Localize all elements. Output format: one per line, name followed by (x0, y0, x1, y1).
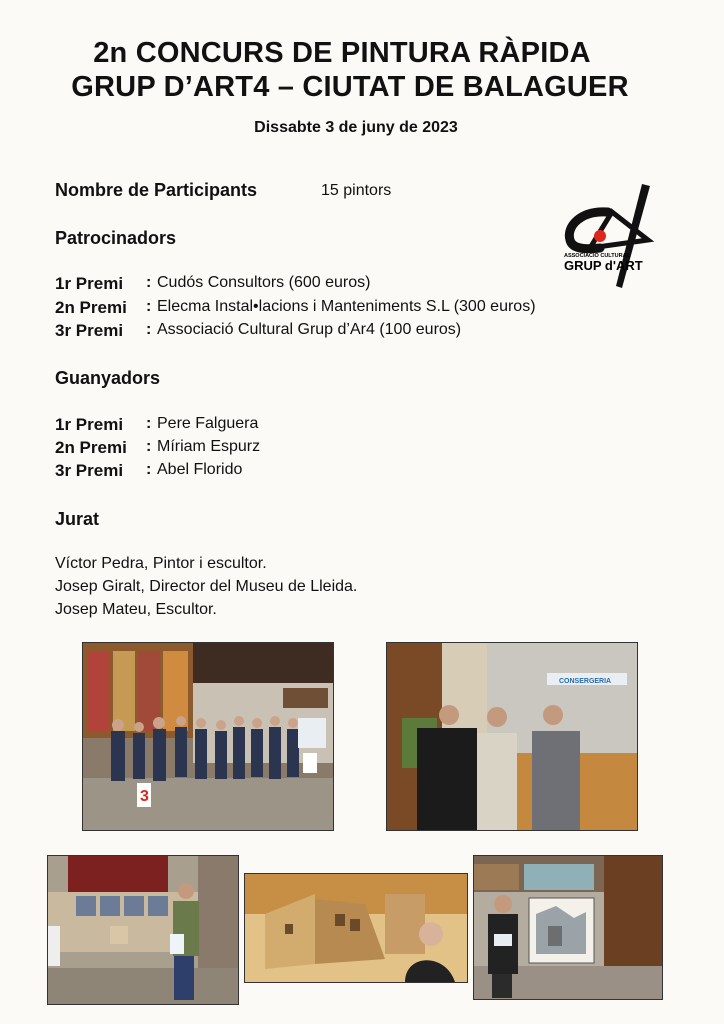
logo-red-dot (594, 230, 606, 242)
jury-member: Josep Giralt, Director del Museu de Lleida. (55, 578, 358, 595)
prize-number-sign: 3 (140, 788, 149, 805)
sponsor-row (55, 298, 536, 318)
winners-heading: Guanyadors (55, 368, 161, 388)
colon: : (146, 415, 152, 432)
participants-label: Nombre de Participants (55, 180, 258, 200)
jury-member: Josep Mateu, Escultor. (55, 601, 217, 618)
sponsor-row (55, 321, 461, 341)
colon: : (146, 438, 152, 455)
colon: : (146, 274, 152, 291)
winner-row (55, 415, 258, 435)
sponsor-name: Cudós Consultors (600 euros) (157, 274, 371, 291)
logo-line-2: GRUP d'ART (564, 258, 643, 273)
prize-label: 2n Premi (55, 438, 127, 457)
prize-label: 3r Premi (55, 461, 124, 480)
event-date: Dissabte 3 de juny de 2023 (254, 119, 458, 136)
consergeria-sign: CONSERGERIA (559, 678, 612, 685)
jury-member: Víctor Pedra, Pintor i escultor. (55, 555, 267, 572)
theatre-photo (47, 855, 239, 1005)
title-line-1: 2n CONCURS DE PINTURA RÀPIDA (93, 37, 591, 69)
jury-heading: Jurat (55, 509, 100, 529)
colon: : (146, 461, 152, 478)
prize-label: 1r Premi (55, 415, 124, 434)
group-photo (82, 642, 334, 831)
winner-name: Abel Florido (157, 461, 243, 478)
logo-line-1: ASSOCIACIÓ CULTURAL (564, 253, 630, 259)
participants-value: 15 pintors (321, 182, 392, 199)
sponsors-heading: Patrocinadors (55, 228, 177, 248)
grup-dart-logo (560, 182, 660, 292)
winner-row (55, 438, 260, 458)
winner-name: Pere Falguera (157, 415, 259, 432)
prize-label: 1r Premi (55, 274, 124, 293)
sponsor-name: Associació Cultural Grup d’Ar4 (100 euros) (157, 321, 462, 338)
colon: : (146, 321, 152, 338)
painting-photo (244, 873, 468, 983)
reception-photo (386, 642, 638, 831)
winner-row (55, 461, 242, 481)
winner-painting-photo (473, 855, 663, 1000)
colon: : (146, 298, 152, 315)
sponsor-row (55, 274, 370, 294)
winner-name: Míriam Espurz (157, 438, 261, 455)
prize-label: 3r Premi (55, 321, 124, 340)
sponsor-name: Elecma Instal•lacions i Manteniments S.L (300 euros) (157, 298, 536, 315)
prize-label: 2n Premi (55, 298, 127, 317)
title-line-2: GRUP D’ART4 – CIUTAT DE BALAGUER (71, 71, 629, 103)
